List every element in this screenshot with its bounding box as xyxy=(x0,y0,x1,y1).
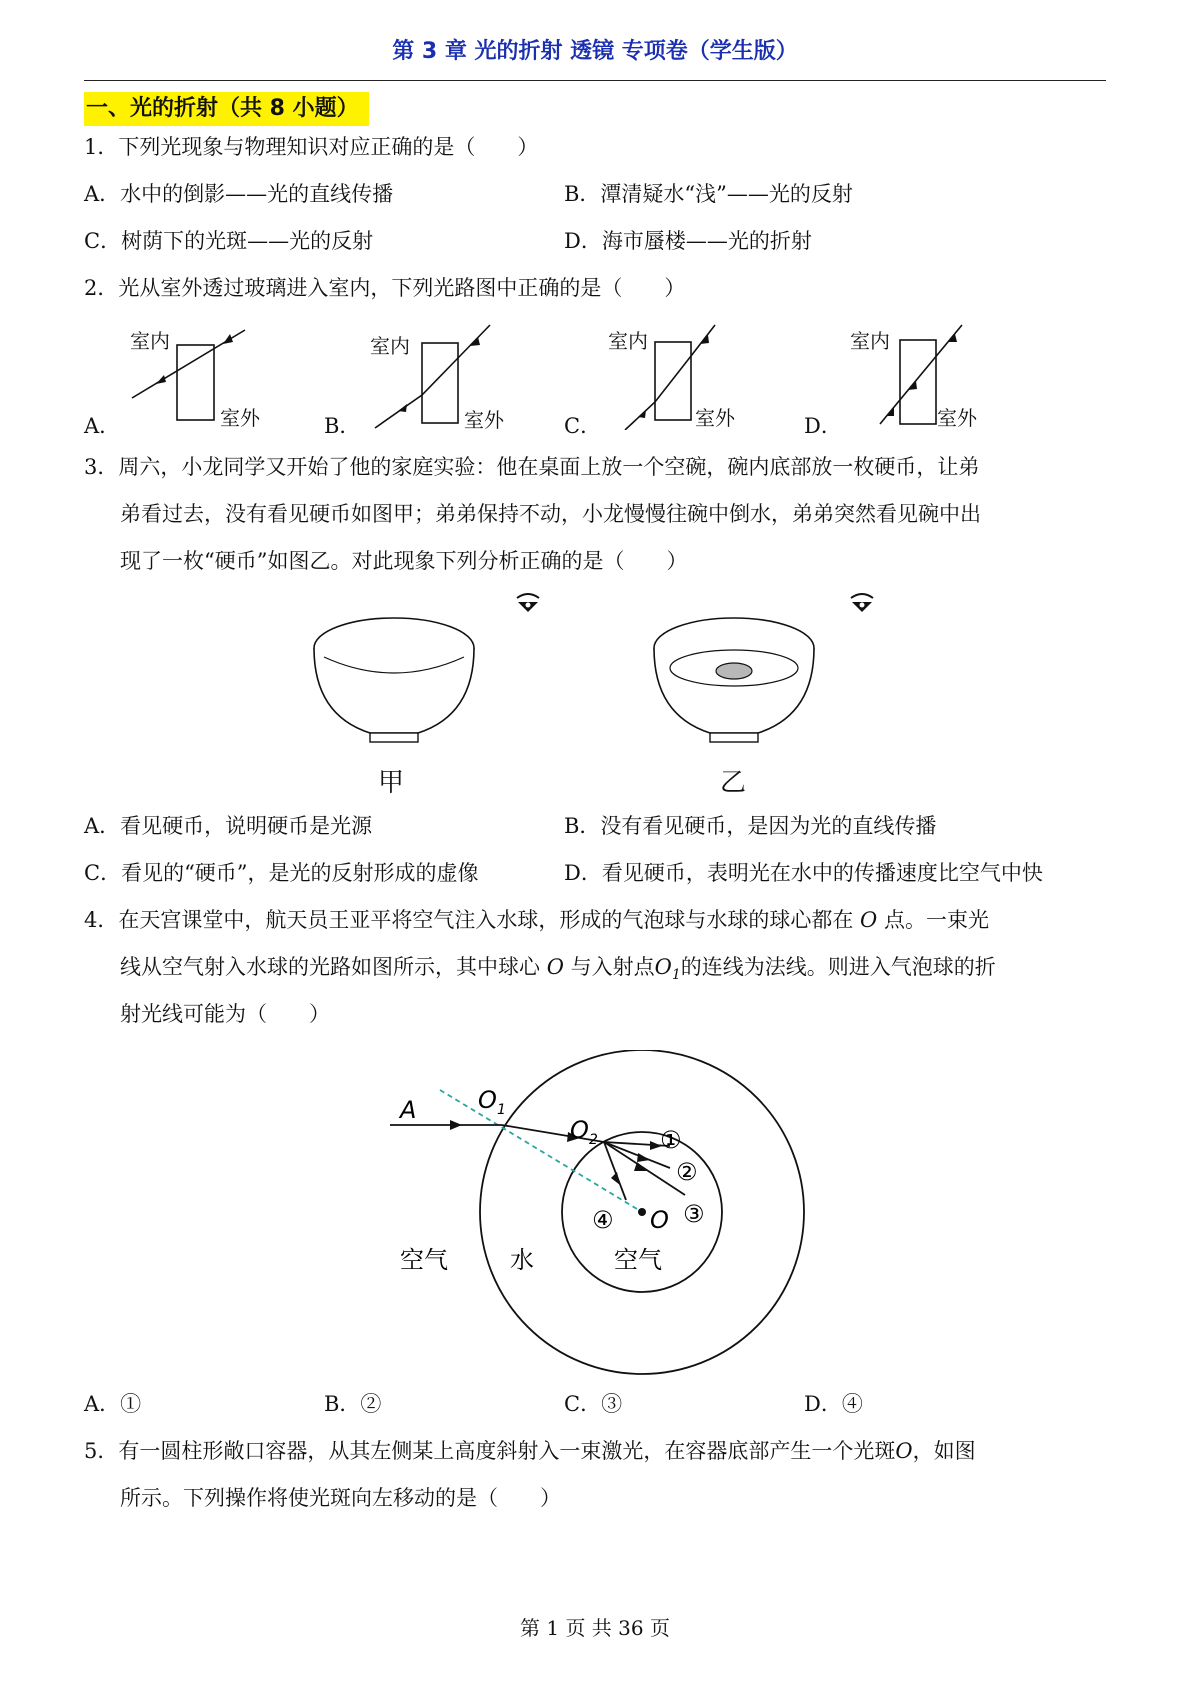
q1-option-a: A．水中的倒影——光的直线传播 xyxy=(84,182,394,206)
q3-option-d: D．看见硬币，表明光在水中的传播速度比空气中快 xyxy=(564,861,1043,885)
eye-icon xyxy=(517,594,539,612)
q4-line-3: 射光线可能为（ ） xyxy=(120,1002,330,1026)
q4-sym-o: O xyxy=(860,908,878,932)
q3-line-1: 3．周六，小龙同学又开始了他的家庭实验：他在桌面上放一个空碗，碗内底部放一枚硬币，让弟 xyxy=(84,455,980,479)
q2d-diagram xyxy=(840,320,980,430)
q4-option-d: D．④ xyxy=(804,1392,863,1416)
label-air-outer: 空气 xyxy=(400,1246,448,1274)
q3-line-2: 弟看过去，没有看见硬币如图甲；弟弟保持不动，小龙慢慢往碗中倒水，弟弟突然看见碗中出 xyxy=(120,502,981,526)
q2d-inside-label: 室内 xyxy=(850,329,890,353)
label-o1: O xyxy=(478,1086,497,1114)
center-point xyxy=(638,1208,646,1216)
q4-line-2 xyxy=(120,953,996,989)
bowl-yi xyxy=(654,618,814,742)
q4-line-2a: 线从空气射入水球的光路如图所示，其中球心 xyxy=(120,955,540,979)
q4-sym-o1: O xyxy=(654,955,672,979)
q4-sym-o-center: O xyxy=(546,955,564,979)
q5-line-1c: ，如图 xyxy=(912,1439,976,1463)
label-ray-4: ④ xyxy=(592,1206,614,1234)
q2a-outside-label: 室外 xyxy=(220,406,260,430)
label-o2-sub: 2 xyxy=(589,1132,598,1148)
label-o: O xyxy=(650,1206,669,1234)
q5-line-2: 所示。下列操作将使光斑向左移动的是（ ） xyxy=(120,1486,561,1510)
q4-option-a: A．① xyxy=(84,1392,142,1416)
label-o1-sub: 1 xyxy=(497,1102,506,1118)
eye-icon xyxy=(851,594,873,612)
q2-option-b: B． xyxy=(324,414,361,438)
q2-option-a: A． xyxy=(84,414,121,438)
q2b-outside-label: 室外 xyxy=(464,408,504,432)
q4-option-b: B．② xyxy=(324,1392,382,1416)
q2c-diagram xyxy=(600,320,740,430)
q2c-inside-label: 室内 xyxy=(608,329,648,353)
normal-line xyxy=(440,1090,642,1212)
q5-sym-o: O xyxy=(895,1439,913,1463)
q1-option-b: B．潭清疑水“浅”——光的反射 xyxy=(564,182,853,206)
q2a-inside-label: 室内 xyxy=(130,329,170,353)
label-o2: O xyxy=(570,1116,589,1144)
q4-line-1b: 点。一束光 xyxy=(883,908,989,932)
page-footer: 第 1 页 共 36 页 xyxy=(520,1616,670,1640)
q2d-outside-label: 室外 xyxy=(937,406,977,430)
label-ray-3: ③ xyxy=(683,1200,705,1228)
header-rule xyxy=(84,80,1106,81)
label-ray-2: ② xyxy=(676,1158,698,1186)
q2c-outside-label: 室外 xyxy=(695,406,735,430)
q5-line-1 xyxy=(84,1437,976,1465)
q3-option-b: B．没有看见硬币，是因为光的直线传播 xyxy=(564,814,937,838)
q5-line-1a: 5．有一圆柱形敞口容器，从其左侧某上高度斜射入一束激光，在容器底部产生一个光斑 xyxy=(84,1439,896,1463)
q2-stem: 2．光从室外透过玻璃进入室内，下列光路图中正确的是（ ） xyxy=(84,276,686,300)
q3-option-a: A．看见硬币，说明硬币是光源 xyxy=(84,814,373,838)
section-heading: 一、光的折射（共 8 小题） xyxy=(84,92,369,126)
q4-water-ball-figure xyxy=(380,1050,820,1380)
label-ray-1: ① xyxy=(660,1126,682,1154)
label-water: 水 xyxy=(510,1246,534,1274)
q3-fig-label-jia: 甲 xyxy=(378,768,405,798)
label-air-inner: 空气 xyxy=(614,1246,662,1274)
page-title: 第 3 章 光的折射 透镜 专项卷（学生版） xyxy=(392,39,798,64)
q4-line-2b: 与入射点 xyxy=(570,955,655,979)
q4-line-1a: 4．在天宫课堂中，航天员王亚平将空气注入水球，形成的气泡球与水球的球心都在 xyxy=(84,908,854,932)
q1-stem: 1．下列光现象与物理知识对应正确的是（ ） xyxy=(84,135,539,159)
q3-bowls-figure xyxy=(300,585,880,755)
q2-option-c: C． xyxy=(564,414,602,438)
q4-sym-o1-sub: 1 xyxy=(671,967,681,984)
q1-option-d: D．海市蜃楼——光的折射 xyxy=(564,229,812,253)
bowl-jia xyxy=(314,618,474,742)
q4-option-c: C．③ xyxy=(564,1392,623,1416)
label-a: A xyxy=(400,1096,417,1124)
q2b-inside-label: 室内 xyxy=(370,334,410,358)
q4-line-1 xyxy=(84,906,989,934)
q2-option-d: D． xyxy=(804,414,842,438)
q2b-diagram xyxy=(360,320,500,430)
ray-4 xyxy=(604,1142,626,1200)
q3-line-3: 现了一枚“硬币”如图乙。对此现象下列分析正确的是（ ） xyxy=(120,549,688,573)
q3-fig-label-yi: 乙 xyxy=(720,768,747,798)
q2a-diagram xyxy=(120,320,260,430)
q1-option-c: C．树荫下的光斑——光的反射 xyxy=(84,229,374,253)
q4-line-2c: 的连线为法线。则进入气泡球的折 xyxy=(680,955,996,979)
q3-option-c: C．看见的“硬币”，是光的反射形成的虚像 xyxy=(84,861,479,885)
